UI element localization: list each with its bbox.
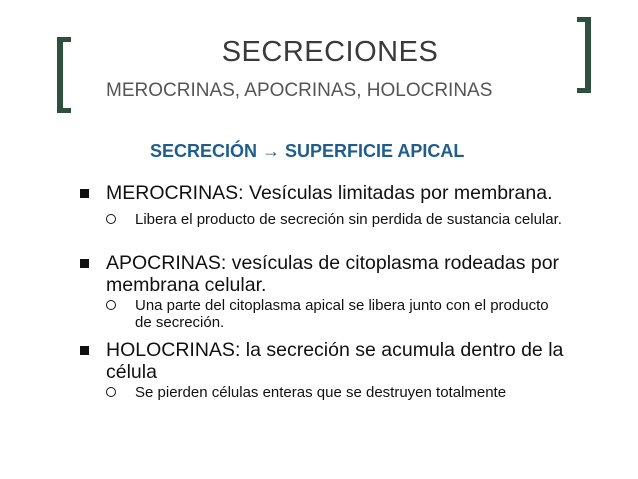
list-item-text: MEROCRINAS: Vesículas limitadas por membrana. xyxy=(106,182,553,204)
square-bullet-icon xyxy=(80,189,89,198)
circle-bullet-icon xyxy=(106,387,116,397)
left-bracket-decoration xyxy=(57,37,71,113)
square-bullet-icon xyxy=(80,259,89,268)
slide-subtitle: MEROCRINAS, APOCRINAS, HOLOCRINAS xyxy=(106,80,493,101)
circle-bullet-icon xyxy=(106,214,116,224)
right-bracket-decoration xyxy=(577,17,591,93)
list-item-text: HOLOCRINAS: la secreción se acumula dentro de la célula xyxy=(106,339,564,383)
list-subitem-text: Una parte del citoplasma apical se libera junto con el producto de secreción. xyxy=(135,297,549,331)
list-subitem-text: Se pierden células enteras que se destruyen totalmente xyxy=(135,384,507,401)
slide-subheading: SECRECIÓN → SUPERFICIE APICAL xyxy=(150,141,465,161)
circle-bullet-icon xyxy=(106,300,116,310)
list-item-text: APOCRINAS: vesículas de citoplasma rodeadas por membrana celular. xyxy=(106,252,560,296)
list-subitem-text: Libera el producto de secreción sin perdida de sustancia celular. xyxy=(135,211,562,228)
square-bullet-icon xyxy=(80,346,89,355)
slide-title: SECRECIONES xyxy=(221,36,439,68)
